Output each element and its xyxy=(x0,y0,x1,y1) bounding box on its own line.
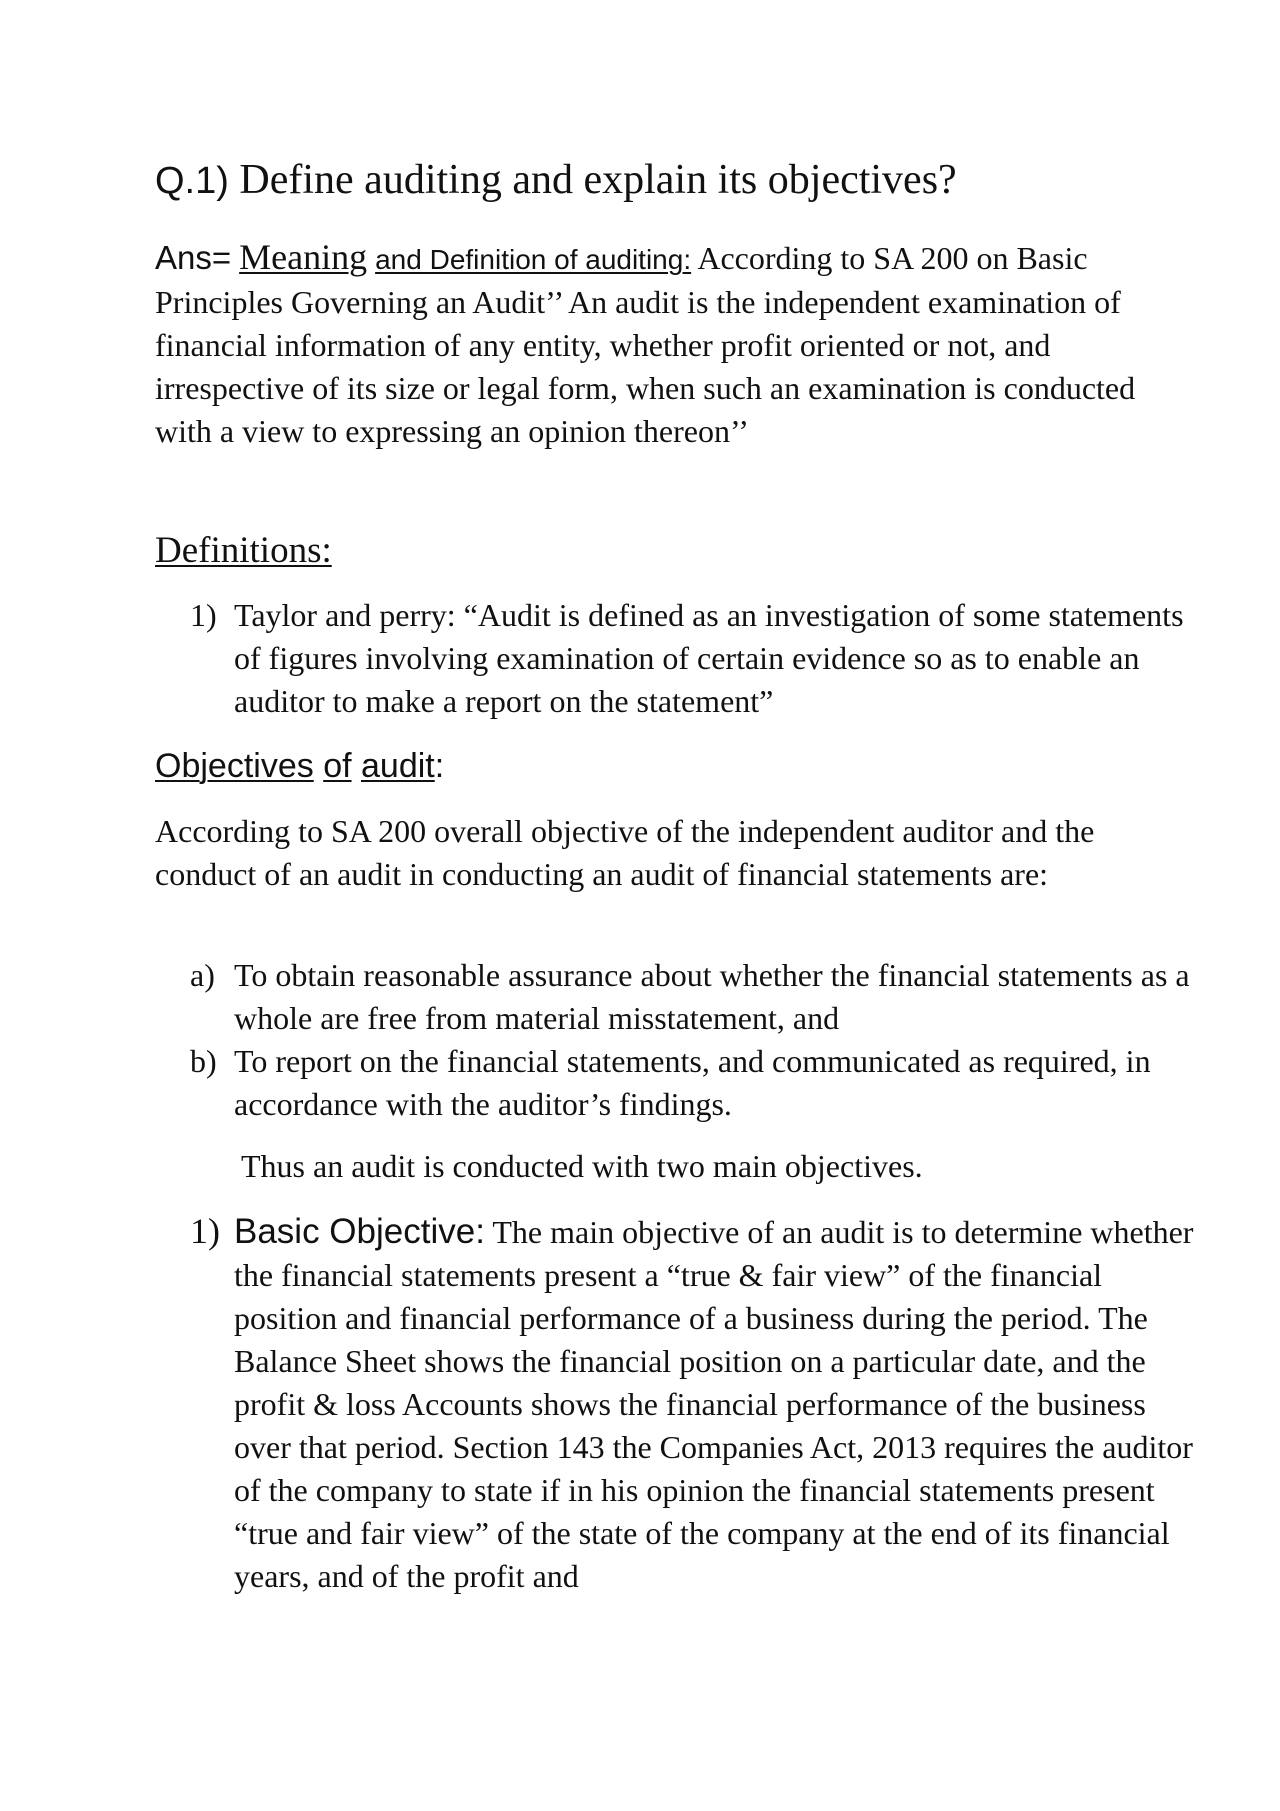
answer-lead: Ans= xyxy=(155,239,232,276)
objectives-list xyxy=(190,954,1200,1126)
list-item-text: To report on the financial statements, and communicated as required, in accordance with the auditor’s findings. xyxy=(234,1043,1151,1122)
answer-body: According to SA 200 on Basic Principles Governing an Audit’’ An audit is the independent examination of financial information of any entity, whether profit oriented or not, and irrespective of its size or legal form, when such an examination is conducted with a view to expressing an opinion thereon’’ xyxy=(155,240,1136,449)
question-number: Q.1) xyxy=(155,160,229,202)
objectives-heading-word: Objectives xyxy=(155,747,314,785)
list-marker: b) xyxy=(190,1043,217,1079)
definitions-list xyxy=(190,594,1200,723)
objectives-summary: Thus an audit is conducted with two main objectives. xyxy=(241,1148,923,1184)
question-title xyxy=(155,152,1215,209)
answer-paragraph xyxy=(155,236,1155,453)
meaning-heading: Meaning xyxy=(239,237,368,277)
basic-objective-label: Basic Objective: xyxy=(234,1212,485,1251)
list-item-text: To obtain reasonable assurance about whether the financial statements as a whole are free from material misstatement, and xyxy=(234,957,1190,1036)
list-item xyxy=(190,594,1200,723)
objectives-heading-colon: : xyxy=(434,747,445,785)
list-item xyxy=(190,1040,1200,1126)
list-item-text: Taylor and perry: “Audit is defined as an investigation of some statements of figures involving examination of certain evidence so as to enable an auditor to make a report on the statement” xyxy=(234,597,1184,719)
list-marker: a) xyxy=(190,957,215,993)
question-text: Define auditing and explain its objectives? xyxy=(239,157,957,203)
main-objectives-list xyxy=(190,1210,1200,1598)
list-marker: 1) xyxy=(190,1211,220,1251)
basic-objective-text: The main objective of an audit is to determine whether the financial statements present a “true & fair view” of the financial position and financial performance of a business during the period. The Balance Sheet shows the financial position on a particular date, and the profit & loss Accounts shows the financial performance of the business over that period. Section 143 the Companies Act, 2013 requires the auditor of the company to state if in his opinion the financial statements present “true and fair view” of the state of the company at the end of its financial years, and of the profit and xyxy=(234,1214,1194,1594)
list-marker: 1) xyxy=(190,597,217,633)
objectives-heading-word: audit xyxy=(361,747,435,785)
objectives-intro: According to SA 200 overall objective of the independent auditor and the conduct of an audit in conducting an audit of financial statements are: xyxy=(155,813,1095,892)
list-item xyxy=(190,1210,1200,1598)
list-item xyxy=(190,954,1200,1040)
definitions-heading: Definitions: xyxy=(155,530,332,571)
objectives-heading-word: of xyxy=(323,747,352,785)
definition-heading: and Definition of auditing: xyxy=(375,244,692,275)
objectives-heading xyxy=(155,743,444,789)
